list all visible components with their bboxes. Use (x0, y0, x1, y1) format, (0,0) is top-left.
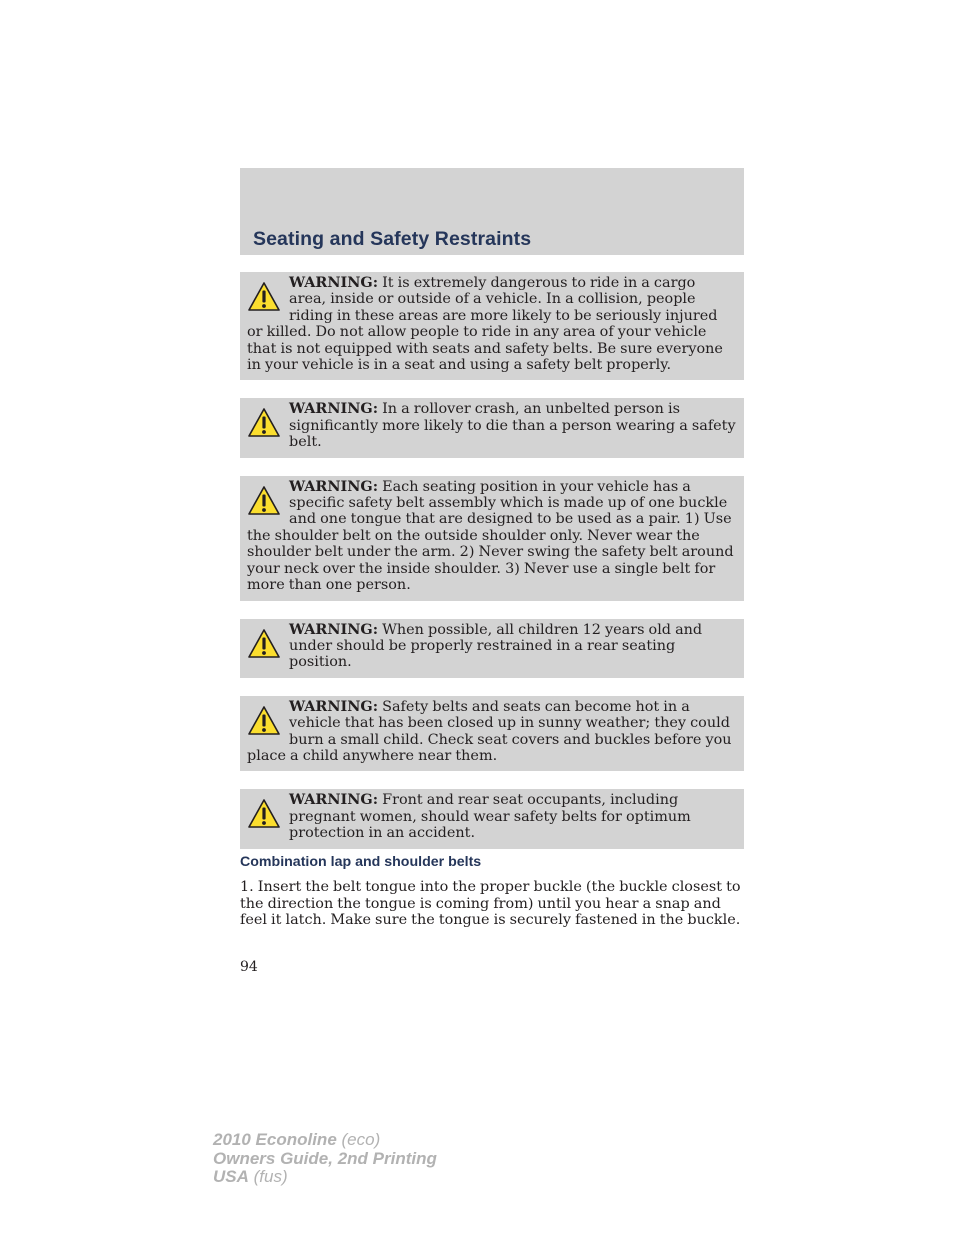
footer-line-market (213, 1168, 437, 1187)
warning-box (240, 476, 744, 601)
footer-model: 2010 Econoline (213, 1130, 337, 1149)
warning-box (240, 272, 744, 380)
footer-model-code: (eco) (336, 1130, 381, 1149)
warning-body: In a rollover crash, an unbelted person is significantly more likely to die than a person wearing a safety belt. (289, 401, 736, 451)
warning-text (247, 479, 736, 594)
warning-body: It is extremely dangerous to ride in a cargo area, inside or outside of a vehicle. In a collision, people riding in these areas are more likely to be seriously injured or killed. Do not allow people to ride in any area of your vehicle that is not equipped with seats and safety belts. Be sure everyone in your vehicle is in a seat and using a safety belt properly. (247, 275, 723, 374)
warning-label: WARNING: (289, 697, 379, 715)
footer-market: USA (213, 1167, 249, 1186)
warning-body: When possible, all children 12 years old and under should be properly restrained in a rear seating position. (289, 621, 703, 671)
warning-body: Safety belts and seats can become hot in a vehicle that has been closed up in sunny weather; they could burn a small child. Check seat covers and buckles before you place a child anywhere near them. (247, 698, 732, 764)
warning-text (247, 699, 736, 765)
footer-line-printing: Owners Guide, 2nd Printing (213, 1148, 437, 1168)
warning-triangle-icon (247, 797, 281, 831)
warning-label: WARNING: (289, 274, 379, 291)
warning-label: WARNING: (289, 400, 379, 418)
warning-box (240, 789, 744, 848)
warning-body: Each seating position in your vehicle has a specific safety belt assembly which is made up of one buckle and one tongue that are designed to be used as a pair. 1) Use the shoulder belt on the outside shoulder only. Never wear the shoulder belt under the arm. 2) Never swing the safety belt around your neck over the inside shoulder. 3) Never use a single belt for more than one person. (247, 478, 734, 594)
warning-triangle-icon (247, 484, 281, 518)
warning-triangle-icon (247, 280, 281, 314)
warning-triangle-icon (247, 704, 281, 738)
warning-label: WARNING: (289, 620, 379, 638)
page-title: Seating and Safety Restraints (253, 228, 532, 250)
warning-text (247, 622, 736, 671)
warning-text (247, 401, 736, 450)
instruction-paragraph: 1. Insert the belt tongue into the proper buckle (the buckle closest to the direction the tongue is coming from) until you hear a snap and feel it latch. Make sure the tongue is securely fastened in the buckle. (240, 879, 741, 928)
warning-label: WARNING: (289, 791, 379, 809)
warning-triangle-icon (247, 406, 281, 440)
warning-body: Front and rear seat occupants, including pregnant women, should wear safety belts for optimum protection in an accident. (289, 792, 691, 842)
warning-triangle-icon (247, 627, 281, 661)
section-subheading: Combination lap and shoulder belts (240, 854, 482, 870)
warning-box (240, 619, 744, 678)
footer-line-model (213, 1131, 437, 1150)
warning-box (240, 398, 744, 457)
document-footer (213, 1131, 437, 1187)
warning-text (247, 792, 736, 841)
page-number: 94 (240, 959, 258, 975)
warning-label: WARNING: (289, 477, 379, 495)
section-header-band (240, 168, 744, 255)
footer-market-code: (fus) (248, 1167, 288, 1186)
warnings-list (240, 272, 744, 867)
warning-box (240, 696, 744, 772)
warning-text (247, 275, 736, 373)
